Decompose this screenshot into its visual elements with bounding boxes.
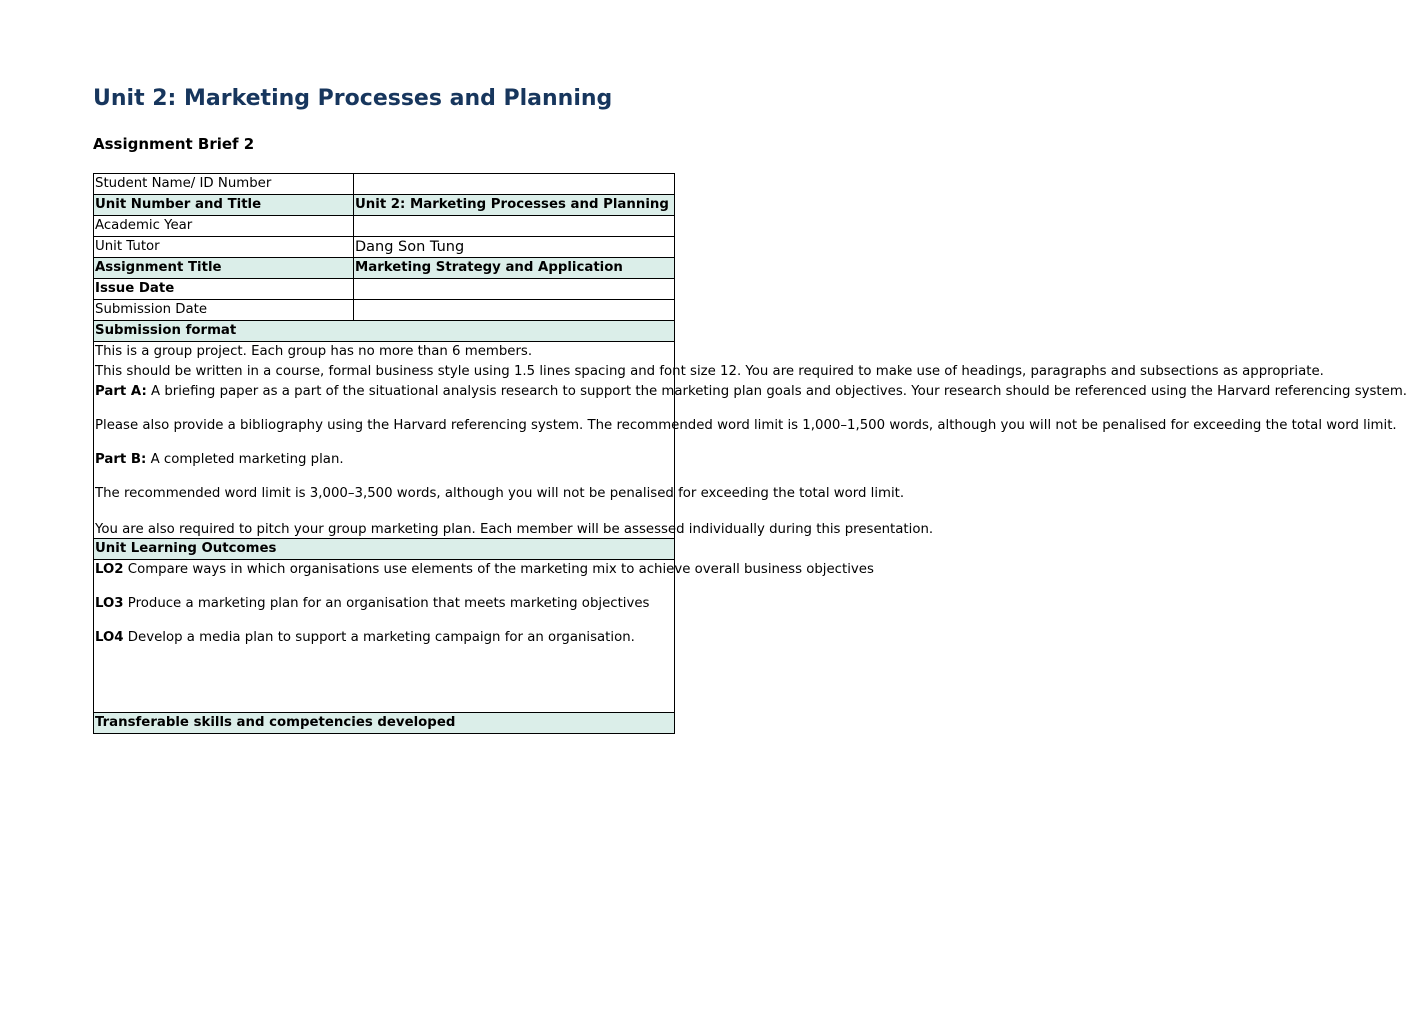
assignment-title-value: Marketing Strategy and Application: [354, 258, 675, 279]
table-row: [94, 279, 675, 300]
lo3-text: Produce a marketing plan for an organisation that meets marketing objectives: [123, 596, 650, 611]
spacer: [95, 614, 673, 628]
submission-paragraph: You are also required to pitch your group marketing plan. Each member will be assessed individually during this presentation.: [95, 522, 934, 537]
submission-format-body: [94, 342, 1407, 539]
issue-date-label: Issue Date: [94, 279, 354, 300]
page-title: Unit 2: Marketing Processes and Planning: [93, 86, 613, 111]
unit-tutor-value: Dang Son Tung: [354, 237, 675, 258]
unit-tutor-label: Unit Tutor: [94, 237, 354, 258]
table-row: [94, 174, 675, 195]
table-row: [94, 216, 675, 237]
table-row: [94, 713, 675, 734]
spacer: [95, 402, 673, 416]
academic-year-value: [354, 216, 675, 237]
transferable-skills-heading: Transferable skills and competencies developed: [94, 713, 675, 734]
issue-date-value: [354, 279, 675, 300]
submission-paragraph: This should be written in a course, formal business style using 1.5 lines spacing and font size 12. You are required to make use of headings, paragraphs and subsections as appropriate.: [95, 364, 1324, 379]
spacer: [95, 504, 673, 521]
spacer: [95, 470, 673, 484]
part-a-paragraph: [95, 382, 1407, 402]
student-name-label: Student Name/ ID Number: [94, 174, 354, 195]
table-row: [94, 237, 675, 258]
lo4-paragraph: [95, 628, 673, 648]
table-row: [94, 300, 675, 321]
submission-paragraph: The recommended word limit is 3,000–3,500 words, although you will not be penalised for exceeding the total word limit.: [95, 486, 905, 501]
submission-date-value: [354, 300, 675, 321]
lo2-paragraph: [95, 560, 874, 580]
part-b-text: A completed marketing plan.: [146, 452, 344, 467]
submission-paragraph: This is a group project. Each group has no more than 6 members.: [95, 344, 533, 359]
submission-format-heading: Submission format: [94, 321, 675, 342]
unit-number-value: Unit 2: Marketing Processes and Planning: [354, 195, 675, 216]
lo2-label: LO2: [95, 562, 124, 577]
lo2-text: Compare ways in which organisations use elements of the marketing mix to achieve overall business objectives: [123, 562, 874, 577]
part-a-text: A briefing paper as a part of the situational analysis research to support the marketing plan goals and objectives. Your research should be referenced using the Harvard referencing system.: [146, 384, 1407, 399]
page-subtitle: Assignment Brief 2: [93, 135, 255, 153]
spacer: [95, 436, 673, 450]
submission-paragraph: Please also provide a bibliography using the Harvard referencing system. The recommended word limit is 1,000–1,500 words, although you will not be penalised for exceeding the total word limit.: [95, 418, 1397, 433]
learning-outcomes-heading: Unit Learning Outcomes: [94, 539, 675, 560]
lo3-label: LO3: [95, 596, 124, 611]
unit-number-label: Unit Number and Title: [94, 195, 354, 216]
table-row: [94, 258, 675, 279]
submission-date-label: Submission Date: [94, 300, 354, 321]
lo4-label: LO4: [95, 630, 124, 645]
table-row: [94, 195, 675, 216]
lo3-paragraph: [95, 594, 673, 614]
student-name-value: [354, 174, 675, 195]
spacer: [95, 580, 673, 594]
learning-outcomes-body: [94, 560, 874, 713]
table-row: [94, 321, 675, 342]
part-b-paragraph: [95, 450, 673, 470]
part-a-label: Part A:: [95, 384, 147, 399]
table-row: [94, 560, 675, 713]
academic-year-label: Academic Year: [94, 216, 354, 237]
assignment-title-label: Assignment Title: [94, 258, 354, 279]
part-b-label: Part B:: [95, 452, 147, 467]
assignment-table: [93, 173, 1407, 734]
table-row: [94, 342, 675, 539]
table-row: [94, 539, 675, 560]
lo4-text: Develop a media plan to support a marketing campaign for an organisation.: [123, 630, 635, 645]
